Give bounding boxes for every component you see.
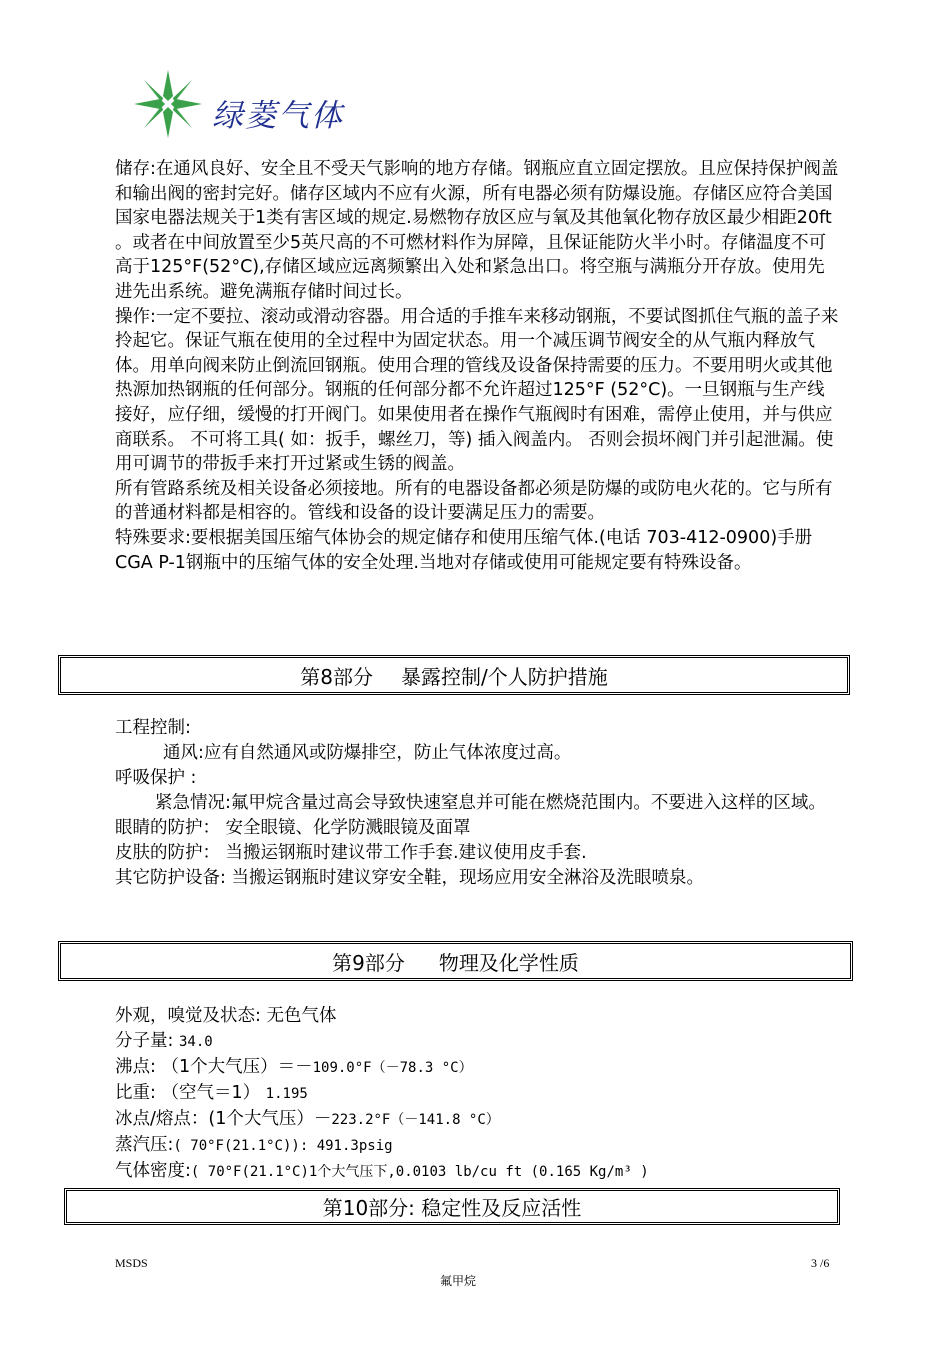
section-10-header — [64, 1188, 840, 1225]
melting-point-row: 冰点/熔点：(1个大气压）－223.2°F（－141.8 °C） — [115, 1109, 500, 1129]
eye-protection-text: 眼睛的防护： 安全眼镜、化学防溅眼镜及面罩 — [115, 818, 471, 838]
section-8-body — [115, 716, 840, 891]
section-9-number: 第9部分 — [332, 950, 405, 975]
section-9-header — [58, 941, 853, 981]
ventilation-text: 通风:应有自然通风或防爆排空，防止气体浓度过高。 — [163, 743, 572, 763]
appearance-row: 外观，嗅觉及状态: 无色气体 — [115, 1006, 337, 1026]
company-logo-icon — [132, 68, 204, 140]
footer-doc-type: MSDS — [115, 1256, 148, 1270]
other-protection-text: 其它防护设备: 当搬运钢瓶时建议穿安全鞋，现场应用安全淋浴及洗眼喷泉。 — [115, 868, 704, 888]
emergency-text: 紧急情况:氟甲烷含量过高会导致快速窒息并可能在燃烧范围内。不要进入这样的区域。 — [155, 793, 826, 813]
skin-protection-text: 皮肤的防护： 当搬运钢瓶时建议带工作手套.建议使用皮手套. — [115, 843, 587, 863]
section-8-header — [58, 655, 850, 695]
physical-properties — [115, 1004, 649, 1185]
storage-paragraph: 储存:在通风良好、安全且不受天气影响的地方存储。钢瓶应直立固定摆放。且应保持保护阀盖和输出阀的密封完好。储存区域内不应有火源，所有电器必须有防爆设施。存储区应符合美国国家电器法规关于1类有害区域的规定.易燃物存放区应与氧及其他氧化物存放区最少相距20ft 。或者在中间放置至少5英尺高的不可燃材料作为屏障，且保证能防火半小时。存储温度不可高于125°F(52°C),存储区域应远离频繁出入处和紧急出口。将空瓶与满瓶分开存放。使用先进先出系统。避免满瓶存储时间过长。 — [115, 159, 839, 302]
gas-density-row: 气体密度:( 70°F(21.1°C)1个大气压下,0.0103 lb/cu ft (0.165 Kg/m³ ) — [115, 1161, 649, 1181]
brand-name: 绿菱气体 — [212, 98, 344, 134]
specific-gravity-row: 比重: （空气＝1） 1.195 — [115, 1083, 308, 1103]
footer-page-number: 3 /6 — [811, 1256, 830, 1270]
engineering-controls-label: 工程控制: — [115, 718, 191, 738]
section-8-number: 第8部分 — [300, 664, 373, 689]
boiling-point-row: 沸点: （1个大气压）＝－109.0°F（－78.3 °C） — [115, 1057, 473, 1077]
storage-handling-text — [115, 157, 840, 575]
grounding-paragraph: 所有管路系统及相关设备必须接地。所有的电器设备都必须是防爆的或防电火花的。它与所有的普通材料都是相容的。管线和设备的设计要满足压力的需要。 — [115, 478, 833, 524]
special-requirements-paragraph: 特殊要求:要根据美国压缩气体协会的规定储存和使用压缩气体.(电话 703-412-0900)手册CGA P-1钢瓶中的压缩气体的安全处理.当地对存储或使用可能规定要有特殊设备。 — [115, 527, 813, 573]
section-10-title: 第10部分: 稳定性及反应活性 — [322, 1196, 582, 1220]
handling-paragraph: 操作:一定不要拉、滚动或滑动容器。用合适的手推车来移动钢瓶，不要试图抓住气瓶的盖子来拎起它。保证气瓶在使用的全过程中为固定状态。用一个减压调节阀安全的从气瓶内释放气体。用单向阀来防止倒流回钢瓶。使用合理的管线及设备保持需要的压力。不要用明火或其他热源加热钢瓶的任何部分。钢瓶的任何部分都不允许超过125°F (52°C)。一旦钢瓶与生产线接好，应仔细，缓慢的打开阀门。如果使用者在操作气瓶阀时有困难，需停止使用，并与供应商联系。 不可将工具( 如：扳手，螺丝刀，等) 插入阀盖内。 否则会损坏阀门并引起泄漏。使用可调节的带扳手来打开过紧或生锈的阀盖。 — [115, 306, 839, 475]
section-9-title: 物理及化学性质 — [438, 950, 579, 975]
footer-product-name: 氟甲烷 — [440, 1274, 477, 1288]
section-8-title: 暴露控制/个人防护措施 — [400, 664, 608, 689]
vapor-pressure-row: 蒸汽压:( 70°F(21.1°C)): 491.3psig — [115, 1135, 393, 1155]
molecular-weight-row: 分子量: 34.0 — [115, 1031, 213, 1051]
respiratory-label: 呼吸保护 : — [115, 768, 197, 788]
